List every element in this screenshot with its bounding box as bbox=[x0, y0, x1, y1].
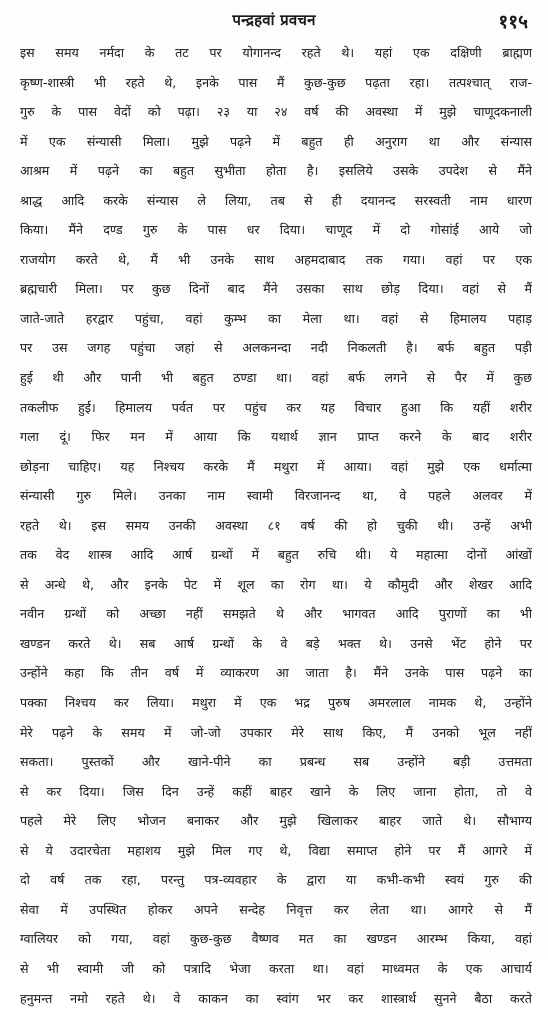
text-line: गुरु के पास वेदों को पढ़ा। २३ या २४ वर्ष की अवस्था में मुझे चाणूदकनाली bbox=[20, 97, 532, 127]
text-line: खण्डन करते थे। सब आर्ष ग्रन्थों के वे बड़े भक्त थे। उनसे भेंट होने पर bbox=[20, 629, 532, 659]
page-number: ११५ bbox=[498, 8, 528, 34]
text-line: संन्यासी गुरु मिले। उनका नाम स्वामी विरजानन्द था, वे पहले अलवर में bbox=[20, 481, 532, 511]
text-line: सेवा में उपस्थित होकर अपने सन्देह निवृत्त कर लेता था। आगरे से मैं bbox=[20, 895, 532, 925]
text-line: आश्रम में पढ़ने का बहुत सुभीता होता है। इसलिये उसके उपदेश से मैंने bbox=[20, 156, 532, 186]
text-line: हुई थी और पानी भी बहुत ठण्डा था। वहां बर्फ लगने से पैर में कुछ bbox=[20, 363, 532, 393]
text-line: पहले मेरे लिए भोजन बनाकर और मुझे खिलाकर बाहर जाते थे। सौभाग्य bbox=[20, 806, 532, 836]
text-line: गला दूं। फिर मन में आया कि यथार्थ ज्ञान प्राप्त करने के बाद शरीर bbox=[20, 422, 532, 452]
text-line: सकता। पुस्तकों और खाने-पीने का प्रबन्ध सब उन्होंने बड़ी उत्तमता bbox=[20, 747, 532, 777]
text-line: छोड़ना चाहिए। यह निश्चय करके मैं मथुरा में आया। वहां मुझे एक धर्मात्मा bbox=[20, 452, 532, 482]
text-line: श्राद्ध आदि करके संन्यास ले लिया, तब से ही दयानन्द सरस्वती नाम धारण bbox=[20, 186, 532, 216]
text-line: कृष्ण-शास्त्री भी रहते थे, इनके पास मैं कुछ-कुछ पढ़ता रहा। तत्पश्चात् राज- bbox=[20, 68, 532, 98]
text-line: मेरे पढ़ने के समय में जो-जो उपकार मेरे साथ किए, मैं उनको भूल नहीं bbox=[20, 718, 532, 748]
text-line: तक वेद शास्त्र आदि आर्ष ग्रन्थों में बहुत रुचि थी। ये महात्मा दोनों आंखों bbox=[20, 540, 532, 570]
text-line: इस समय नर्मदा के तट पर योगानन्द रहते थे। यहां एक दक्षिणी ब्राह्मण bbox=[20, 38, 532, 68]
text-line: पर उस जगह पहुंचा जहां से अलकनन्दा नदी निकलती है। बर्फ बहुत पड़ी bbox=[20, 333, 532, 363]
text-line: ब्रह्मचारी मिला। पर कुछ दिनों बाद मैंने उसका साथ छोड़ दिया। वहां से मैं bbox=[20, 274, 532, 304]
text-line: उन्होंने कहा कि तीन वर्ष में व्याकरण आ जाता है। मैंने उनके पास पढ़ने का bbox=[20, 658, 532, 688]
text-line: दो वर्ष तक रहा, परन्तु पत्र-व्यवहार के द्वारा या कभी-कभी स्वयं गुरु की bbox=[20, 865, 532, 895]
text-line: किया। मैंने दण्ड गुरु के पास धर दिया। चाणूद में दो गोसांई आये जो bbox=[20, 215, 532, 245]
text-line: जाते-जाते हरद्वार पहुंचा, वहां कुम्भ का मेला था। वहां से हिमालय पहाड़ bbox=[20, 304, 532, 334]
running-head bbox=[0, 8, 548, 34]
text-line: से ये उदारचेता महाशय मुझे मिल गए थे, विद्या समाप्त होने पर मैं आगरे में bbox=[20, 836, 532, 866]
text-line: तकलीफ हुई। हिमालय पर्वत पर पहुंच कर यह विचार हुआ कि यहीं शरीर bbox=[20, 393, 532, 423]
text-line: हनुमन्त नमो रहते थे। वे काकन का स्वांग भर कर शास्त्रार्थ सुनने बैठा करते bbox=[20, 984, 532, 1013]
text-line: में एक संन्यासी मिला। मुझे पढ़ने में बहुत ही अनुराग था और संन्यास bbox=[20, 127, 532, 157]
text-line: से कर दिया। जिस दिन उन्हें कहीं बाहर खाने के लिए जाना होता, तो वे bbox=[20, 777, 532, 807]
text-line: नवीन ग्रन्थों को अच्छा नहीं समझते थे और भागवत आदि पुराणों का भी bbox=[20, 599, 532, 629]
text-line: पक्का निश्चय कर लिया। मथुरा में एक भद्र पुरुष अमरलाल नामक थे, उन्होंने bbox=[20, 688, 532, 718]
text-line: से अन्धे थे, और इनके पेट में शूल का रोग था। ये कौमुदी और शेखर आदि bbox=[20, 570, 532, 600]
text-line: रहते थे। इस समय उनकी अवस्था ८१ वर्ष की हो चुकी थी। उन्हें अभी bbox=[20, 511, 532, 541]
text-line: राजयोग करते थे, मैं भी उनके साथ अहमदाबाद तक गया। वहां पर एक bbox=[20, 245, 532, 275]
text-line: से भी स्वामी जी को पत्रादि भेजा करता था। वहां माध्वमत के एक आचार्य bbox=[20, 954, 532, 984]
body-text bbox=[20, 38, 532, 1013]
text-line: ग्वालियर को गया, वहां कुछ-कुछ वैष्णव मत का खण्डन आरम्भ किया, वहां bbox=[20, 924, 532, 954]
chapter-title: पन्द्रहवां प्रवचन bbox=[0, 10, 548, 30]
